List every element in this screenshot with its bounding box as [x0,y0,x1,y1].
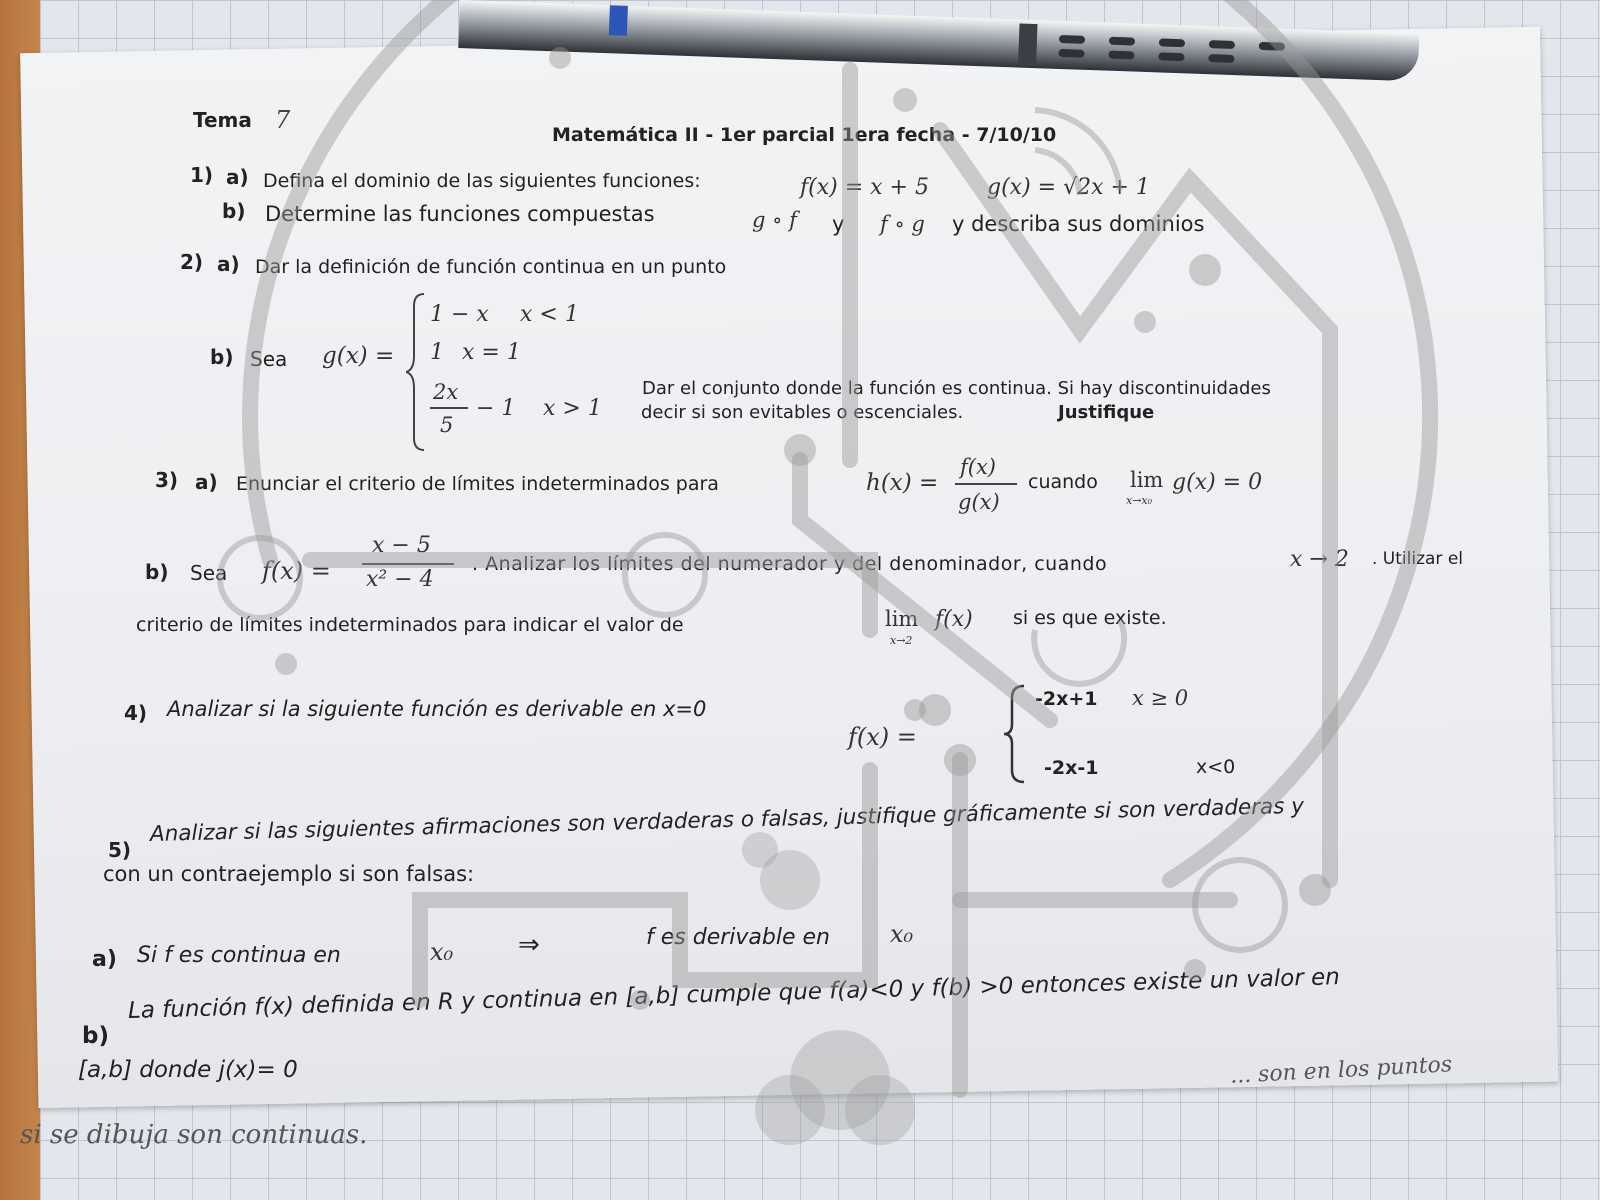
handwritten-note-bottom: si se dibuja son continuas. [20,1120,368,1150]
q1-fog: f ∘ g [880,212,925,236]
pencil-grip-dot [1209,40,1235,49]
q3-cuando: cuando [1028,471,1098,493]
q2-b-label: b) [210,345,234,369]
q5-a-x0: x₀ [430,938,454,966]
q5-number: 5) [108,838,132,862]
pencil-band [1018,24,1037,65]
q2-g-lhs: g(x) = [322,343,395,369]
q3-f-numerator: x − 5 [372,533,431,558]
q5-b-line2: [a,b] donde j(x)= 0 [78,1057,298,1083]
pencil-grip-dot [1108,51,1134,60]
q5-line2: con un contraejemplo si son falsas: [103,862,475,886]
q2-case2-expr: 1 [430,340,444,365]
pencil-grip-dot [1058,49,1084,58]
q1-number: 1) [190,163,214,187]
pencil-blue-clip [609,5,628,36]
q2-case3-numerator: 2x [433,380,459,404]
pencil-grip-dot [1109,37,1135,46]
handwritten-note-right: ... son en los puntos [1229,1052,1453,1089]
tema-value: 7 [275,106,291,134]
q2-case3-cond: x > 1 [543,396,602,421]
q1-g-definition: g(x) = √2x + 1 [987,175,1150,200]
q3-lim-subscript: x→x₀ [1126,494,1153,507]
q1-b-text-end: y describa sus dominios [952,212,1205,236]
q3-lim-expression: g(x) = 0 [1172,470,1263,495]
q5-line1: Analizar si las siguientes afirmaciones son verdaderas o falsas, justifique gráficamente si son verdaderas y [149,793,1305,847]
q2-case2-cond: x = 1 [462,340,521,365]
q4-case1-cond: x ≥ 0 [1132,686,1189,710]
q3-f-denominator: x² − 4 [366,567,434,592]
q5-a-label: a) [92,947,117,972]
q2-piecewise-brace [406,292,428,452]
q3-b-label: b) [145,560,169,584]
q5-a-x0-second: x₀ [890,920,914,948]
q1-a-label: a) [226,165,249,189]
q3-frac-denominator: g(x) [958,490,1000,514]
q1-a-text: Defina el dominio de las siguientes funciones: [263,170,701,192]
q3-lim2-subscript: x→2 [890,634,913,647]
q4-case1-expr: -2x+1 [1035,688,1098,710]
q2-instruction-justifique: Justifique [1058,402,1155,423]
q3-lim: lim [1130,468,1164,492]
exam-title: Matemática II - 1er parcial 1era fecha - 7/10/10 [552,124,1057,146]
q3-b-line2: criterio de límites indeterminados para indicar el valor de [136,614,684,636]
pencil-grip-dot [1059,35,1085,44]
q1-b-label: b) [222,199,246,223]
q3-b-text: . Analizar los límites del numerador y del denominador, cuando [472,553,1108,575]
q2-case1-expr: 1 − x [430,302,489,327]
q1-y-word: y [832,212,845,236]
q4-case2-cond: x<0 [1196,756,1236,778]
q2-case1-cond: x < 1 [520,302,579,327]
q3-x-to-2: x → 2 [1290,547,1349,572]
q3-f-lhs: f(x) = [262,557,331,585]
tema-label: Tema [193,108,252,132]
q3-frac-numerator: f(x) [960,455,997,479]
q5-a-text2: f es derivable en [646,925,830,950]
q2-case3-fraction-bar [430,407,468,409]
q3-number: 3) [155,468,179,492]
q5-b-line1: La función f(x) definida en R y continua en [a,b] cumple que f(a)<0 y f(b) >0 entonces existe un valor en [127,964,1341,1024]
q3-b-sea: Sea [190,561,228,585]
q2-case3-rest: − 1 [476,396,516,421]
q1-gof: g ∘ f [752,208,797,232]
q4-piecewise-brace [1004,684,1028,784]
q3-b-text-end: . Utilizar el [1372,549,1464,569]
q2-b-sea: Sea [250,347,288,371]
pencil-grip-dot [1159,38,1185,47]
q4-case2-expr: -2x-1 [1044,757,1099,779]
q3-a-label: a) [195,470,218,494]
q2-instruction-line2: decir si son evitables o escenciales. [641,402,964,423]
q3-b-line2-end: si es que existe. [1013,607,1167,629]
q4-text: Analizar si la siguiente función es derivable en x=0 [167,697,707,721]
q4-f-lhs: f(x) = [848,723,917,751]
q2-instruction-line1: Dar el conjunto donde la función es continua. Si hay discontinuidades [642,378,1271,399]
pencil-grip-dot [1208,54,1234,63]
q1-b-text: Determine las funciones compuestas [265,202,655,226]
q1-f-definition: f(x) = x + 5 [800,175,929,200]
pencil-grip-dot [1259,42,1285,51]
q3-lim2-expression: f(x) [935,607,973,632]
q4-number: 4) [124,701,148,725]
q3-lim2: lim [885,607,919,631]
q2-number: 2) [180,250,204,274]
q5-implies-arrow: ⇒ [518,930,540,960]
q3-frac-bar [955,483,1017,485]
q2-case3-denominator: 5 [440,413,454,437]
q5-b-label: b) [82,1023,109,1049]
q3-a-text: Enunciar el criterio de límites indeterminados para [236,473,719,495]
q2-a-label: a) [217,252,240,276]
q2-a-text: Dar la definición de función continua en un punto [255,256,727,278]
q3-h-lhs: h(x) = [866,470,939,496]
q5-a-text1: Si f es continua en [137,943,341,968]
q3-f-frac-bar [362,563,454,565]
pencil-grip-dot [1158,52,1184,61]
